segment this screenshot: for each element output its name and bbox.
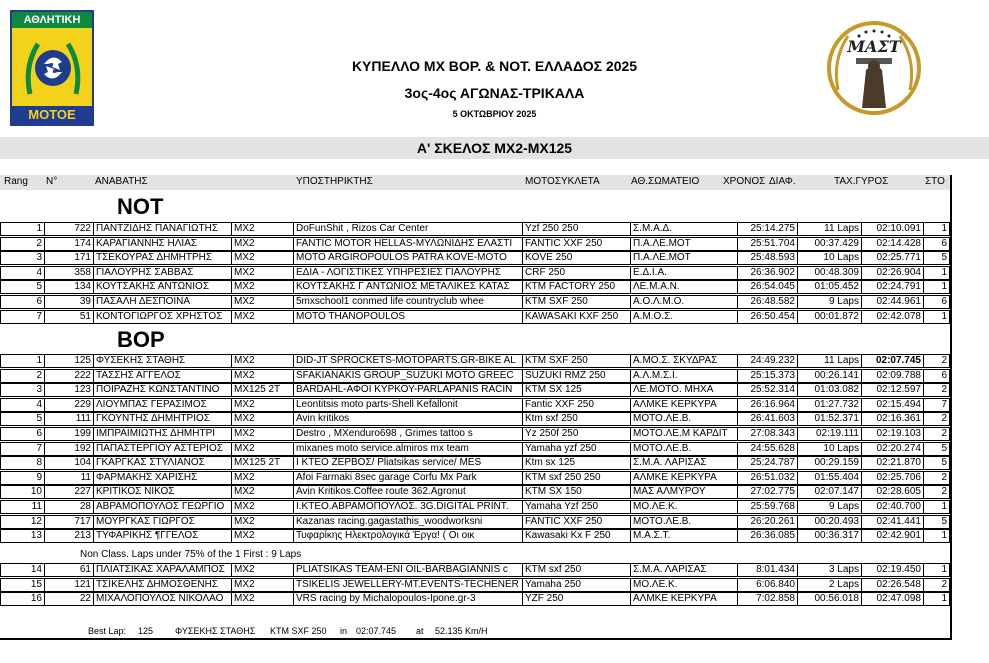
cell-sponsor: VRS racing by Michalopoulos-Ipone.gr-3	[293, 592, 522, 606]
cell-number: 125	[44, 354, 93, 368]
cell-class: MX2	[231, 529, 293, 543]
cell-motorcycle: Kawasaki Kx F 250	[522, 529, 630, 543]
cell-rank: 10	[0, 485, 44, 499]
cell-rank: 7	[0, 310, 44, 324]
cell-motorcycle: Fantic XXF 250	[522, 398, 630, 412]
cell-club: ΜΑΣ ΑΛΜΥΡΟΥ	[630, 485, 737, 499]
cell-rank: 7	[0, 442, 44, 456]
cell-rank: 16	[0, 592, 44, 606]
cell-motorcycle: YZF 250	[522, 592, 630, 606]
cell-rider: ΠΑΠΑΣΤΕΡΓΙΟΥ ΑΣΤΕΡΙΟΣ	[93, 442, 231, 456]
cell-class: MX2	[231, 354, 293, 368]
cell-number: 111	[44, 412, 93, 426]
cell-sto: 1	[923, 563, 950, 577]
cell-motorcycle: Yz 250f 250	[522, 427, 630, 441]
cell-number: 222	[44, 369, 93, 383]
cell-sponsor: Destro , MXenduro698 , Grimes tattoo s	[293, 427, 522, 441]
cell-motorcycle: KTM SX 125	[522, 383, 630, 397]
cell-motorcycle: KAWASAKI KXF 250	[522, 310, 630, 324]
cell-number: 174	[44, 237, 93, 251]
cell-time: 25:51.704	[737, 237, 797, 251]
cell-rider: ΤΥΦΑΡΙΚΗΣ ¶ΓΓΕΛΟΣ	[93, 529, 231, 543]
cell-sponsor: MOTO THANOPOULOS	[293, 310, 522, 324]
cell-club: Μ.Α.Σ.Τ.	[630, 529, 737, 543]
cell-sto: 2	[923, 485, 950, 499]
cell-class: MX2	[231, 266, 293, 280]
best-lap-rider: ΦΥΣΕΚΗΣ ΣΤΑΘΗΣ	[175, 626, 256, 636]
cell-rider: ΦΥΣΕΚΗΣ ΣΤΑΘΗΣ	[93, 354, 231, 368]
cell-best-lap: 02:21.870	[861, 456, 923, 470]
cell-motorcycle: Yamaha 250	[522, 578, 630, 592]
best-lap-at: at	[416, 626, 424, 636]
cell-number: 229	[44, 398, 93, 412]
cell-rank: 1	[0, 354, 44, 368]
cell-sto: 5	[923, 456, 950, 470]
cell-club: Ε.Δ.Ι.Α.	[630, 266, 737, 280]
cell-sponsor: ΕΔΙΑ - ΛΟΓΙΣΤΙΚΕΣ ΥΠΗΡΕΣΙΕΣ ΓΙΑΛΟΥΡΗΣ	[293, 266, 522, 280]
cell-number: 61	[44, 563, 93, 577]
cell-sponsor: mixanes moto service.almiros mx team	[293, 442, 522, 456]
cell-number: 51	[44, 310, 93, 324]
cell-sponsor: Kazanas racing.gagastathis_woodworksni	[293, 515, 522, 529]
cell-rank: 1	[0, 222, 44, 236]
mast-logo-text: ΜΑΣΤ	[847, 37, 901, 56]
cell-time: 6:06.840	[737, 578, 797, 592]
cell-class: MX2	[231, 398, 293, 412]
cell-motorcycle: Yamaha Yzf 250	[522, 500, 630, 514]
group-label-bor: ΒΟΡ	[117, 327, 165, 352]
cell-motorcycle: CRF 250	[522, 266, 630, 280]
group-label-not: ΝΟΤ	[117, 194, 164, 219]
cell-motorcycle: Yamaha yzf 250	[522, 442, 630, 456]
cell-rider: ΤΑΣΣΗΣ ΑΓΓΕΛΟΣ	[93, 369, 231, 383]
cell-rank: 9	[0, 471, 44, 485]
cell-rider: ΓΚΟΥΝΤΗΣ ΔΗΜΗΤΡΙΟΣ	[93, 412, 231, 426]
cell-rider: ΠΑΣΑΛΗ ΔΕΣΠΟΙΝΑ	[93, 295, 231, 309]
cell-time: 27:08.343	[737, 427, 797, 441]
cell-class: MX125 2T	[231, 383, 293, 397]
cell-class: MX2	[231, 592, 293, 606]
column-header-sto: ΣΤΟ	[925, 176, 945, 187]
cell-number: 121	[44, 578, 93, 592]
cell-club: Α.ΜΟ.Σ. ΣΚΥΔΡΑΣ	[630, 354, 737, 368]
cell-sponsor: Ι.ΚΤΕΟ.ΑΒΡΑΜΟΠΟΥΛΟΣ. 3G.DIGITAL PRINT.	[293, 500, 522, 514]
cell-time: 26:36.085	[737, 529, 797, 543]
best-lap-bike: KTM SXF 250	[270, 626, 327, 636]
cell-motorcycle: KTM sxf 250	[522, 563, 630, 577]
cell-club: ΜΟΤΟ.ΛΕ.Β.	[630, 412, 737, 426]
cell-time: 25:14.275	[737, 222, 797, 236]
cell-best-lap: 02:44.961	[861, 295, 923, 309]
cell-best-lap: 02:15.494	[861, 398, 923, 412]
cell-rank: 2	[0, 237, 44, 251]
cell-diff: 9 Laps	[797, 500, 861, 514]
column-header-sponsor: ΥΠΟΣΤΗΡΙΚΤΗΣ	[296, 176, 373, 187]
cell-rider: ΦΑΡΜΑΚΗΣ ΧΑΡΙΣΗΣ	[93, 471, 231, 485]
cell-diff: 01:27.732	[797, 398, 861, 412]
cell-sto: 2	[923, 354, 950, 368]
cell-number: 358	[44, 266, 93, 280]
cell-number: 104	[44, 456, 93, 470]
cell-time: 26:51.032	[737, 471, 797, 485]
cell-diff: 00:01.872	[797, 310, 861, 324]
cell-diff: 01:03.082	[797, 383, 861, 397]
cell-time: 26:50.454	[737, 310, 797, 324]
cell-diff: 00:26.141	[797, 369, 861, 383]
cell-rank: 5	[0, 280, 44, 294]
cell-time: 24:49.232	[737, 354, 797, 368]
cell-diff: 10 Laps	[797, 251, 861, 265]
cell-club: ΑΛΜΚΕ ΚΕΡΚΥΡΑ	[630, 471, 737, 485]
cell-class: MX2	[231, 515, 293, 529]
cell-rank: 3	[0, 251, 44, 265]
cell-time: 7:02.858	[737, 592, 797, 606]
cell-club: Σ.Μ.Α. ΛΑΡΙΣΑΣ	[630, 563, 737, 577]
cell-class: MX2	[231, 412, 293, 426]
cell-best-lap: 02:14.428	[861, 237, 923, 251]
cell-number: 11	[44, 471, 93, 485]
cell-best-lap: 02:07.745	[861, 354, 923, 368]
cell-best-lap: 02:19.450	[861, 563, 923, 577]
cell-diff: 01:52.371	[797, 412, 861, 426]
cell-sponsor: TSIKELIS JEWELLERY-MT.EVENTS-TECHENER	[293, 578, 522, 592]
column-header-diff: ΔΙΑΦ.	[769, 176, 796, 187]
cell-class: MX2	[231, 237, 293, 251]
cell-club: Α.Ο.Λ.Μ.Ο.	[630, 295, 737, 309]
cell-time: 26:20.261	[737, 515, 797, 529]
cell-best-lap: 02:19.103	[861, 427, 923, 441]
cell-sto: 1	[923, 529, 950, 543]
cell-rider: ΜΙΧΑΛΟΠΟΥΛΟΣ ΝΙΚΟΛΑΟ	[93, 592, 231, 606]
column-header-rang: Rang	[4, 176, 28, 187]
cell-club: Σ.Μ.Α. ΛΑΡΙΣΑΣ	[630, 456, 737, 470]
cell-sponsor: DoFunShit , Rizos Car Center	[293, 222, 522, 236]
cell-class: MX2	[231, 485, 293, 499]
cell-sto: 7	[923, 398, 950, 412]
cell-sto: 2	[923, 383, 950, 397]
cell-class: MX2	[231, 442, 293, 456]
cell-class: MX2	[231, 471, 293, 485]
cell-diff: 00:48.309	[797, 266, 861, 280]
cell-sto: 2	[923, 427, 950, 441]
cell-sponsor: Τυφαρίκης Ηλεκτρολογικά Έργα! ( Οι οικ	[293, 529, 522, 543]
cell-motorcycle: FANTIC XXF 250	[522, 237, 630, 251]
cell-club: ΜΟ.ΛΕ.Κ.	[630, 578, 737, 592]
cell-rider: ΚΟΥΤΣΑΚΗΣ ΑΝΤΩΝΙΟΣ	[93, 280, 231, 294]
cell-rider: ΜΟΥΡΓΚΑΣ ΓΙΩΡΓΟΣ	[93, 515, 231, 529]
nonclass-note: Non Class. Laps under 75% of the 1 First : 9 Laps	[80, 549, 302, 560]
cell-diff: 00:37.429	[797, 237, 861, 251]
cell-best-lap: 02:42.078	[861, 310, 923, 324]
cell-diff: 2 Laps	[797, 578, 861, 592]
cell-club: Σ.Μ.Α.Δ.	[630, 222, 737, 236]
cell-best-lap: 02:28.605	[861, 485, 923, 499]
cell-club: ΑΛΜΚΕ ΚΕΡΚΥΡΑ	[630, 592, 737, 606]
cell-number: 123	[44, 383, 93, 397]
cell-motorcycle: FANTIC XXF 250	[522, 515, 630, 529]
cell-sto: 1	[923, 222, 950, 236]
cell-number: 192	[44, 442, 93, 456]
cell-best-lap: 02:25.771	[861, 251, 923, 265]
event-title: ΚΥΠΕΛΛΟ MX ΒΟΡ. & ΝΟΤ. ΕΛΛΑΔΟΣ 2025	[351, 58, 638, 74]
best-lap-speed: 52.135 Km/H	[435, 626, 488, 636]
cell-number: 22	[44, 592, 93, 606]
cell-time: 25:52.314	[737, 383, 797, 397]
cell-sponsor: Avin Kritikos.Coffee route 362.Agronut	[293, 485, 522, 499]
cell-best-lap: 02:24.791	[861, 280, 923, 294]
cell-diff: 3 Laps	[797, 563, 861, 577]
logo-top-text: ΑΘΛΗΤΙΚΗ	[12, 12, 92, 28]
cell-best-lap: 02:41.441	[861, 515, 923, 529]
cell-rider: ΓΚΑΡΓΚΑΣ ΣΤΥΛΙΑΝΟΣ	[93, 456, 231, 470]
cell-motorcycle: KTM sxf 250 250	[522, 471, 630, 485]
cell-club: Π.Α.ΛΕ.ΜΟΤ	[630, 237, 737, 251]
cell-club: ΜΟΤΟ.ΛΕ.Β.	[630, 515, 737, 529]
best-lap-label: Best Lap:	[88, 626, 127, 636]
best-lap-in: in	[340, 626, 348, 636]
cell-rank: 4	[0, 266, 44, 280]
cell-rank: 13	[0, 529, 44, 543]
cell-sponsor: Avin kritikos	[293, 412, 522, 426]
cell-diff: 00:56.018	[797, 592, 861, 606]
cell-time: 25:48.593	[737, 251, 797, 265]
cell-time: 26:54.045	[737, 280, 797, 294]
column-header-rider: ΑΝΑΒΑΤΗΣ	[95, 176, 148, 187]
cell-best-lap: 02:42.901	[861, 529, 923, 543]
cell-sponsor: DID-JT SPROCKETS-MOTOPARTS.GR-BIKE AL	[293, 354, 522, 368]
cell-class: MX2	[231, 222, 293, 236]
cell-best-lap: 02:26.548	[861, 578, 923, 592]
cell-motorcycle: KOVE 250	[522, 251, 630, 265]
cell-time: 26:48.582	[737, 295, 797, 309]
cell-rider: ΠΛΙΑΤΣΙΚΑΣ ΧΑΡΑΛΑΜΠΟΣ	[93, 563, 231, 577]
cell-rank: 3	[0, 383, 44, 397]
cell-best-lap: 02:40.700	[861, 500, 923, 514]
cell-diff: 02:07.147	[797, 485, 861, 499]
cell-sto: 1	[923, 266, 950, 280]
cell-sponsor: SFAKIANAKIS GROUP_SUZUKI MOTO GREEC	[293, 369, 522, 383]
cell-sto: 2	[923, 412, 950, 426]
best-lap-time: 02:07.745	[356, 626, 397, 636]
cell-class: MX2	[231, 578, 293, 592]
column-header-motorcycle: ΜΟΤΟΣΥΚΛΕΤΑ	[525, 176, 600, 187]
cell-best-lap: 02:26.904	[861, 266, 923, 280]
cell-rider: ΠΑΝΤΖΙΔΗΣ ΠΑΝΑΓΙΩΤΗΣ	[93, 222, 231, 236]
cell-diff: 02:19.111	[797, 427, 861, 441]
cell-number: 199	[44, 427, 93, 441]
cell-rank: 6	[0, 427, 44, 441]
cell-rider: ΚΟΝΤΟΓΙΩΡΓΟΣ ΧΡΗΣΤΟΣ	[93, 310, 231, 324]
cell-sponsor: Ι ΚΤΕΟ ΖΕΡΒΟΣ/ Pliatsikas service/ MES	[293, 456, 522, 470]
cell-club: ΑΛΜΚΕ ΚΕΡΚΥΡΑ	[630, 398, 737, 412]
cell-time: 25:59.768	[737, 500, 797, 514]
event-date: 5 ΟΚΤΩΒΡΙΟΥ 2025	[452, 109, 537, 119]
cell-motorcycle: Yzf 250 250	[522, 222, 630, 236]
logo-bottom-text: MOTOE	[12, 106, 92, 124]
cell-class: MX2	[231, 369, 293, 383]
cell-club: ΛΕ.Μ.Α.Ν.	[630, 280, 737, 294]
cell-motorcycle: Ktm sx 125	[522, 456, 630, 470]
cell-sponsor: PLIATSIKAS TEAM-ENI OIL-BARBAGIANNIS c	[293, 563, 522, 577]
cell-sto: 2	[923, 471, 950, 485]
cell-time: 26:41.603	[737, 412, 797, 426]
cell-club: Α.Μ.Ο.Σ.	[630, 310, 737, 324]
cell-class: MX2	[231, 563, 293, 577]
cell-club: Α.Λ.Μ.Σ.Ι.	[630, 369, 737, 383]
cell-number: 717	[44, 515, 93, 529]
cell-club: ΜΟΤΟ.ΛΕ.Μ ΚΑΡΔΙΤ	[630, 427, 737, 441]
cell-rider: ΙΜΠΡΑΙΜΙΩΤΗΣ ΔΗΜΗΤΡΙ	[93, 427, 231, 441]
cell-rank: 12	[0, 515, 44, 529]
cell-time: 8:01.434	[737, 563, 797, 577]
cell-sto: 1	[923, 280, 950, 294]
event-subtitle: 3ος-4ος ΑΓΩΝΑΣ-ΤΡΙΚΑΛΑ	[404, 85, 585, 101]
column-header-time: ΧΡΟΝΟΣ	[723, 176, 766, 187]
cell-motorcycle: KTM SXF 250	[522, 354, 630, 368]
cell-class: MX2	[231, 251, 293, 265]
cell-sto: 6	[923, 237, 950, 251]
cell-number: 39	[44, 295, 93, 309]
cell-sponsor: Afoi Farmaki 8sec garage Corfu Mx Park	[293, 471, 522, 485]
cell-diff: 00:36.317	[797, 529, 861, 543]
cell-number: 722	[44, 222, 93, 236]
cell-rank: 4	[0, 398, 44, 412]
cell-motorcycle: SUZUKI RMZ 250	[522, 369, 630, 383]
cell-class: MX125 2T	[231, 456, 293, 470]
cell-rank: 14	[0, 563, 44, 577]
cell-sponsor: ΚΟΥΤΣΑΚΗΣ Γ ΑΝΤΩΝΙΟΣ ΜΕΤΑΛΙΚΕΣ ΚΑΤΑΣ	[293, 280, 522, 294]
cell-sto: 6	[923, 295, 950, 309]
cell-diff: 11 Laps	[797, 354, 861, 368]
cell-time: 25:24.787	[737, 456, 797, 470]
best-lap-number: 125	[138, 626, 154, 636]
cell-time: 24:55.628	[737, 442, 797, 456]
cell-diff: 9 Laps	[797, 295, 861, 309]
cell-time: 27:02.775	[737, 485, 797, 499]
cell-best-lap: 02:16.361	[861, 412, 923, 426]
cell-number: 171	[44, 251, 93, 265]
cell-club: ΜΟ.ΛΕ.Κ.	[630, 500, 737, 514]
cell-sponsor: FANTIC MOTOR HELLAS-ΜΥΛΩΝΙΔΗΣ ΕΛΑΣΤΙ	[293, 237, 522, 251]
cell-rank: 5	[0, 412, 44, 426]
cell-rider: ΚΑΡΑΓΙΑΝΝΗΣ ΗΛΙΑΣ	[93, 237, 231, 251]
cell-best-lap: 02:20.274	[861, 442, 923, 456]
cell-best-lap: 02:25.706	[861, 471, 923, 485]
cell-motorcycle: Ktm sxf 250	[522, 412, 630, 426]
cell-class: MX2	[231, 310, 293, 324]
cell-class: MX2	[231, 280, 293, 294]
cell-rank: 15	[0, 578, 44, 592]
cell-best-lap: 02:09.788	[861, 369, 923, 383]
cell-sto: 5	[923, 515, 950, 529]
cell-time: 26:36.902	[737, 266, 797, 280]
cell-rider: ΑΒΡΑΜΟΠΟΥΛΟΣ ΓΕΩΡΓΙΟ	[93, 500, 231, 514]
column-header-number: N°	[46, 176, 58, 187]
cell-club: ΜΟΤΟ.ΛΕ.Β.	[630, 442, 737, 456]
cell-rider: ΛΙΟΥΜΠΑΣ ΓΕΡΑΣΙΜΟΣ	[93, 398, 231, 412]
cell-best-lap: 02:47.098	[861, 592, 923, 606]
cell-sto: 5	[923, 442, 950, 456]
cell-sponsor: 5mxschool1 conmed life countryclub whee	[293, 295, 522, 309]
cell-rider: ΤΣΙΚΕΛΗΣ ΔΗΜΟΣΘΕΝΗΣ	[93, 578, 231, 592]
cell-rank: 8	[0, 456, 44, 470]
cell-rank: 6	[0, 295, 44, 309]
cell-class: MX2	[231, 295, 293, 309]
cell-diff: 10 Laps	[797, 442, 861, 456]
cell-diff: 00:29.159	[797, 456, 861, 470]
cell-diff: 01:05.452	[797, 280, 861, 294]
cell-diff: 00:20.493	[797, 515, 861, 529]
cell-diff: 11 Laps	[797, 222, 861, 236]
cell-motorcycle: KTM SX 150	[522, 485, 630, 499]
cell-club: ΛΕ.ΜΟΤΟ. ΜΗΧΑ	[630, 383, 737, 397]
cell-number: 213	[44, 529, 93, 543]
cell-club: Π.Α.ΛΕ.ΜΟΤ	[630, 251, 737, 265]
cell-class: MX2	[231, 500, 293, 514]
column-header-best-lap: ΤΑΧ.ΓΥΡΟΣ	[834, 176, 889, 187]
column-header-club: ΑΘ.ΣΩΜΑΤΕΙΟ	[631, 176, 700, 187]
cell-rider: ΚΡΙΤΙΚΟΣ ΝΙΚΟΣ	[93, 485, 231, 499]
cell-rider: ΠΟΙΡΑΖΗΣ ΚΩΝΣΤΑΝΤΙΝΟ	[93, 383, 231, 397]
cell-rank: 2	[0, 369, 44, 383]
cell-rider: ΓΙΑΛΟΥΡΗΣ ΣΑΒΒΑΣ	[93, 266, 231, 280]
cell-best-lap: 02:10.091	[861, 222, 923, 236]
cell-sto: 2	[923, 578, 950, 592]
cell-diff: 01:55.404	[797, 471, 861, 485]
cell-sto: 1	[923, 592, 950, 606]
cell-best-lap: 02:12.597	[861, 383, 923, 397]
section-title: Α' ΣΚΕΛΟΣ MX2-MX125	[416, 140, 573, 156]
cell-sto: 1	[923, 310, 950, 324]
cell-motorcycle: KTM SXF 250	[522, 295, 630, 309]
cell-class: MX2	[231, 427, 293, 441]
cell-number: 28	[44, 500, 93, 514]
cell-rank: 11	[0, 500, 44, 514]
cell-time: 25:15.373	[737, 369, 797, 383]
cell-number: 227	[44, 485, 93, 499]
cell-motorcycle: KTM FACTORY 250	[522, 280, 630, 294]
cell-rider: ΤΣΕΚΟΥΡΑΣ ΔΗΜΗΤΡΗΣ	[93, 251, 231, 265]
cell-sto: 5	[923, 251, 950, 265]
cell-sto: 1	[923, 500, 950, 514]
cell-sponsor: Leontitsis moto parts-Shell Kefallonit	[293, 398, 522, 412]
cell-time: 26:16.964	[737, 398, 797, 412]
cell-number: 134	[44, 280, 93, 294]
cell-sto: 6	[923, 369, 950, 383]
cell-sponsor: MOTO ARGIROPOULOS PATRA KOVE-MOTO	[293, 251, 522, 265]
cell-sponsor: BARDAHL-ΑΦΟΙ ΚΥΡΚΟΥ-PARLAPANIS RACIN	[293, 383, 522, 397]
